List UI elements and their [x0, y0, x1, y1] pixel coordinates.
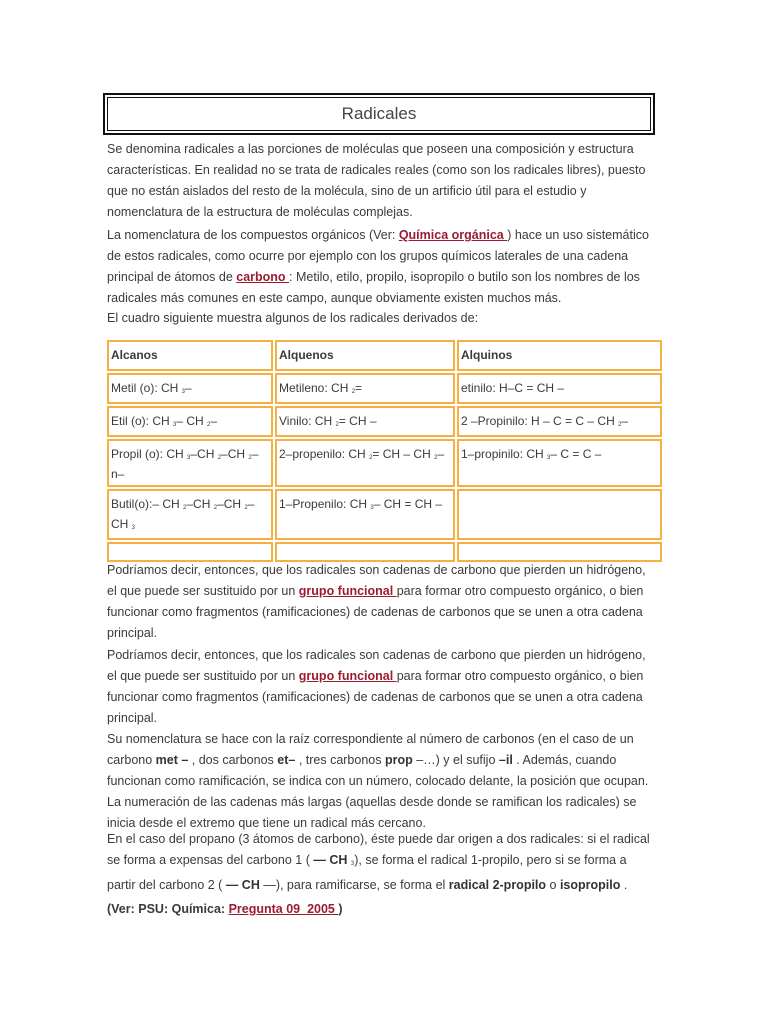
table-row [107, 439, 662, 487]
table-cell: Propil (o): CH $_3$–CH $_2$–CH $_2$– n– [107, 439, 273, 487]
text-segment: La nomenclatura de los compuestos orgánicos (Ver: [107, 228, 399, 242]
table-cell: 1–Propenilo: CH $_3$– CH = CH – [275, 489, 455, 540]
table-cell: Metileno: CH $_2$= [275, 373, 455, 404]
table-cell [457, 489, 662, 540]
table-cell: 2–propenilo: CH $_2$= CH – CH $_2$– [275, 439, 455, 487]
table-cell: 1–propinilo: CH $_3$– C = C – [457, 439, 662, 487]
radicals-paragraph-1: Podríamos decir, entonces, que los radicales son cadenas de carbono que pierden un hidrógeno, el que puede ser sustituido por un grupo funcional para formar otro compuesto orgánico, o bien funcionar como fragmentos (ramificaciones) de cadenas de carbonos que se unen a otra cadena principal. [107, 563, 646, 640]
table-intro-paragraph: El cuadro siguiente muestra algunos de los radicales derivados de: [107, 311, 479, 325]
table-cell: 2 –Propinilo: H – C = C – CH $_2$– [457, 406, 662, 437]
table-cell: Metil (o): CH $_3$– [107, 373, 273, 404]
text-segment: ) hace un uso sistemático de estos radicales, como ocurre por ejemplo con los grupos químicos laterales de una cadena principal de átomos de [107, 228, 649, 284]
table-row [107, 373, 662, 404]
table-header-row [107, 340, 662, 371]
psu-reference: (Ver: PSU: Química: Pregunta 09_2005 ) [107, 902, 343, 916]
table-cell [275, 542, 455, 562]
radicals-paragraph-2: Podríamos decir, entonces, que los radicales son cadenas de carbono que pierden un hidrógeno, el que puede ser sustituido por un grupo funcional para formar otro compuesto orgánico, o bien funcionar como fragmentos (ramificaciones) de cadenas de carbonos que se unen a otra cadena principal. [107, 648, 646, 725]
propano-paragraph: En el caso del propano (3 átomos de carbono), éste puede dar origen a dos radicales: si el radical se forma a expensas del carbono 1 ( — CH $_3$), se forma el radical 1-propilo, pero si se forma a partir del carbono 2 ( — CH —), para ramificarse, se forma el radical 2-propilo o isopropilo . [107, 832, 650, 892]
grupo-funcional-link[interactable]: grupo funcional [298, 669, 397, 683]
pregunta-link[interactable]: Pregunta 09_2005 [228, 902, 339, 916]
quimica-organica-link[interactable]: Química orgánica [398, 228, 508, 242]
table-cell: Etil (o): CH $_3$– CH $_2$– [107, 406, 273, 437]
table-cell: etinilo: H–C = CH – [457, 373, 662, 404]
carbono-link[interactable]: carbono [236, 270, 290, 284]
header-alquenos: Alquenos [275, 340, 455, 371]
radicals-table [105, 338, 664, 564]
table-cell [457, 542, 662, 562]
header-alquinos: Alquinos [457, 340, 662, 371]
intro-paragraph: Se denomina radicales a las porciones de moléculas que poseen una composición y estructura características. En realidad no se trata de radicales reales (como son los radicales libres), puesto que no están aislados del resto de la molécula, sino de un artificio útil para el estudio y nomenclatura de la estructura de moléculas complejas. [107, 142, 646, 219]
table-cell: Butil(o):– CH $_2$–CH $_2$–CH $_2$– CH $_3$ [107, 489, 273, 540]
grupo-funcional-link[interactable]: grupo funcional [298, 584, 397, 598]
nomenclature-rules-paragraph: Su nomenclatura se hace con la raíz correspondiente al número de carbonos (en el caso de un carbono met – , dos carbonos et– , tres carbonos prop –…) y el sufijo –il . Además, cuando funcionan como ramificación, se indica con un número, colocado delante, la posición que ocupan. La numeración de las cadenas más largas (aquellas desde donde se ramifican los radicales) se inicia desde el extremo que tiene un radical más cercano. [107, 732, 649, 830]
text-segment: : Metilo, etilo, propilo, isopropilo o butilo son los nombres de los radicales más comunes en este campo, aunque obviamente existen muchos más. [107, 270, 640, 305]
table-cell [107, 542, 273, 562]
table-row [107, 489, 662, 540]
title-box [103, 93, 655, 135]
nomenclature-paragraph [107, 225, 657, 309]
table-row [107, 542, 662, 562]
table-cell: Vinilo: CH $_2$= CH – [275, 406, 455, 437]
table-row [107, 406, 662, 437]
header-alcanos: Alcanos [107, 340, 273, 371]
page-title: Radicales [107, 97, 651, 131]
